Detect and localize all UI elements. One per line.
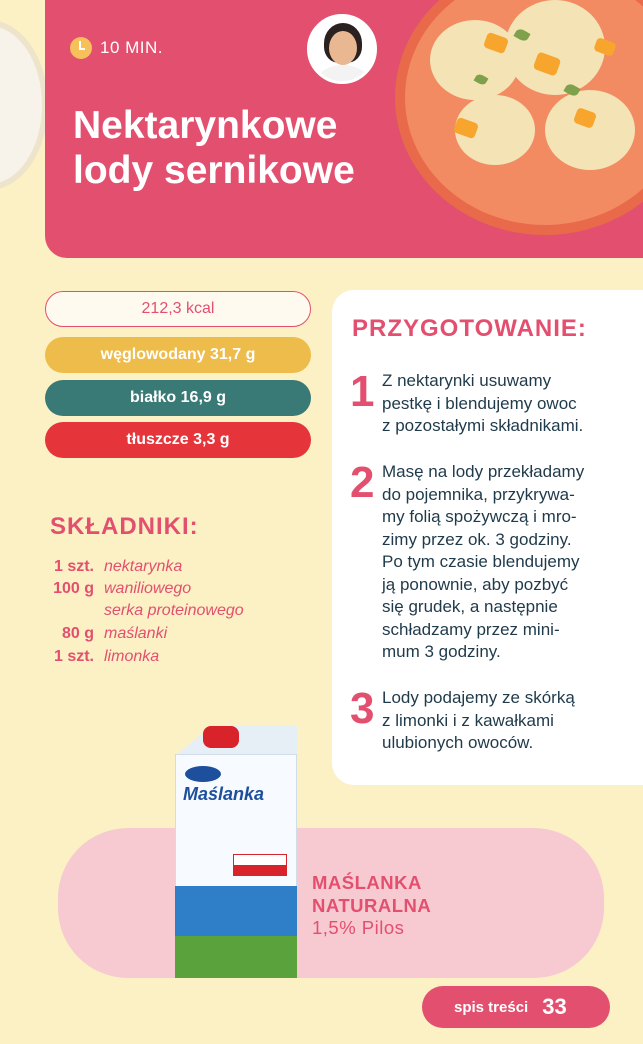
clock-icon xyxy=(70,37,92,59)
page-number: 33 xyxy=(542,994,567,1019)
prep-time xyxy=(70,37,163,59)
ingredient-qty: 1 szt. xyxy=(53,558,94,575)
protein-pill: białko 16,9 g xyxy=(45,380,311,416)
prep-step xyxy=(350,684,575,755)
step-number: 2 xyxy=(350,458,375,507)
step-text: Lody podajemy ze skórką z limonki i z kawałkami ulubionych owoców. xyxy=(382,688,575,752)
carton-brand: Maślanka xyxy=(183,784,265,804)
ingredient-qty: 80 g xyxy=(61,625,94,642)
carbs-pill: węglowodany 31,7 g xyxy=(45,337,311,373)
ingredient-name: limonka xyxy=(104,648,160,665)
ingredient-name: nektarynka xyxy=(104,558,183,575)
product-subtitle: 1,5% Pilos xyxy=(312,917,405,938)
prep-step xyxy=(350,367,584,438)
plate-image xyxy=(0,20,48,190)
ingredient-qty: 1 szt. xyxy=(53,648,94,665)
chef-avatar xyxy=(307,14,377,84)
preparation-title: PRZYGOTOWANIE: xyxy=(352,315,587,342)
ingredient-name: maślanki xyxy=(104,625,168,642)
prep-step xyxy=(350,458,585,664)
ingredient-qty: 100 g xyxy=(53,580,94,597)
ingredient-row xyxy=(40,646,159,668)
step-text: Z nektarynki usuwamy pestkę i blendujemy owoc z pozostałymi składnikami. xyxy=(382,371,584,435)
toc-label: spis treści xyxy=(454,998,529,1016)
recipe-title: Nektarynkowe lody sernikowe xyxy=(73,104,355,192)
ingredients-title: SKŁADNIKI: xyxy=(50,513,199,540)
step-number: 1 xyxy=(350,367,375,416)
buttermilk-carton-image xyxy=(175,726,297,978)
table-of-contents-button[interactable] xyxy=(422,986,610,1028)
step-number: 3 xyxy=(350,684,375,733)
kcal-pill: 212,3 kcal xyxy=(45,291,311,327)
fat-pill: tłuszcze 3,3 g xyxy=(45,422,311,458)
step-text: Masę na lody przekładamy do pojemnika, przykrywa- my folią spożywczą i mro- zimy przez ok. 3 godziny. Po tym czasie blendujemy ją ponownie, aby pozbyć się grudek, a następnie schładzamy przez mini- mum 3 godziny. xyxy=(382,462,585,661)
ingredient-row xyxy=(40,556,182,578)
ingredient-row xyxy=(40,623,167,645)
product-name: MAŚLANKA NATURALNA xyxy=(312,872,432,916)
ingredient-row xyxy=(40,578,244,622)
ingredient-name: waniliowego serka proteinowego xyxy=(104,580,244,619)
prep-time-label: 10 MIN. xyxy=(100,38,164,57)
